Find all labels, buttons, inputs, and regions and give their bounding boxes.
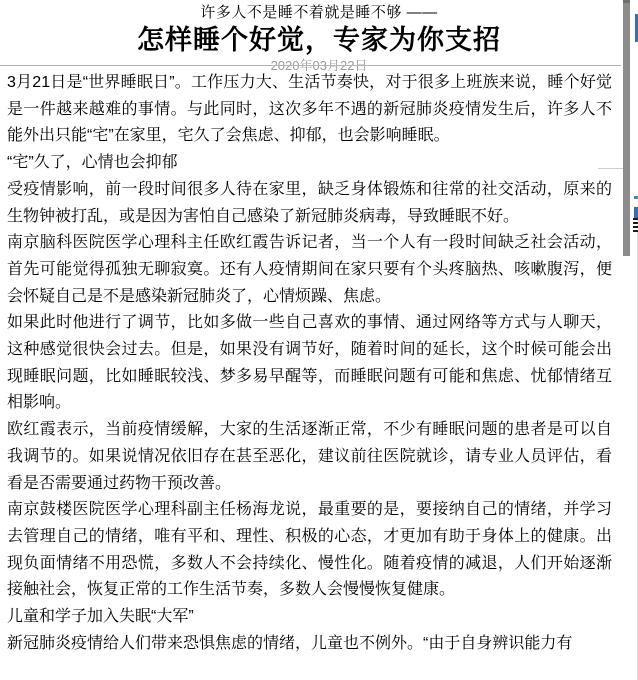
article-paragraph: 受疫情影响，前一段时间很多人待在家里，缺乏身体锻炼和往常的社交活动，原来的生物钟被打乱，或是因为害怕自己感染了新冠肺炎病毒，导致睡眠不好。 [7,180,612,225]
section-heading: “宅”久了，心情也会抑郁 [7,154,178,172]
header-divider [0,65,621,66]
background-window-edge-fragment-mid [634,207,638,218]
article-paragraph: 南京鼓楼医院医学心理科副主任杨海龙说，最重要的是，要接纳自己的情绪，并学习去管理自己的情绪，唯有平和、理性、积极的心态，才更加有助于身体上的健康。出现负面情绪不用恐慌，多数人不会持续化、慢性化。随着疫情的减退，人们开始逐渐接触社会，恢复正常的工作生活节奏，多数人会慢慢恢复健康。 [7,501,612,599]
section-heading: 儿童和学子加入失眠“大军” [7,608,194,626]
article-header [0,0,638,73]
article-title: 怎样睡个好觉，专家为你支招 [137,25,501,55]
margin-rule-fragment [598,168,623,169]
vertical-scrollbar-thumb[interactable] [623,0,630,256]
background-window-edge-fragment-teal [634,196,638,199]
article-paragraph: 欧红霞表示，当前疫情缓解，大家的生活逐渐正常，不少有睡眠问题的患者是可以自我调节的。如果说情况依旧存在甚至恶化，建议前往医院就诊，请专业人员评估，看看是否需要通过药物干预改善。 [7,421,612,492]
background-window-edge-fragment-dashes [633,218,638,232]
article-date: 2020年03月22日 [270,58,368,73]
article-paragraph: 如果此时他进行了调节，比如多做一些自己喜欢的事情、通过网络等方式与人聊天，这种感觉很快会过去。但是，如果没有调节好，随着时间的延长，这个时候可能会出现睡眠问题，比如睡眠较浅、梦多易早醒等，而睡眠问题有可能和焦虑、忧郁情绪互相影响。 [7,314,612,412]
article-paragraph: 3月21日是“世界睡眠日”。工作压力大、生活节奏快，对于很多上班族来说，睡个好觉是一件越来越难的事情。与此同时，这次多年不遇的新冠肺炎疫情发生后，许多人不能外出只能“宅”在家里，宅久了会焦虑、抑郁，也会影响睡眠。 [7,74,612,145]
article-paragraph: 南京脑科医院医学心理科主任欧红霞告诉记者，当一个人有一段时间缺乏社会活动，首先可能觉得孤独无聊寂寞。还有人疫情期间在家只要有个头疼脑热、咳嗽腹泻，便会怀疑自己是不是感染新冠肺炎了，心情烦躁、焦虑。 [7,234,612,305]
article-body [7,70,612,657]
article-supertitle: 许多人不是睡不着就是睡不够 —— [200,4,438,21]
article-paragraph: 新冠肺炎疫情给人们带来恐惧焦虑的情绪，儿童也不例外。“由于自身辨识能力有 [7,634,573,652]
